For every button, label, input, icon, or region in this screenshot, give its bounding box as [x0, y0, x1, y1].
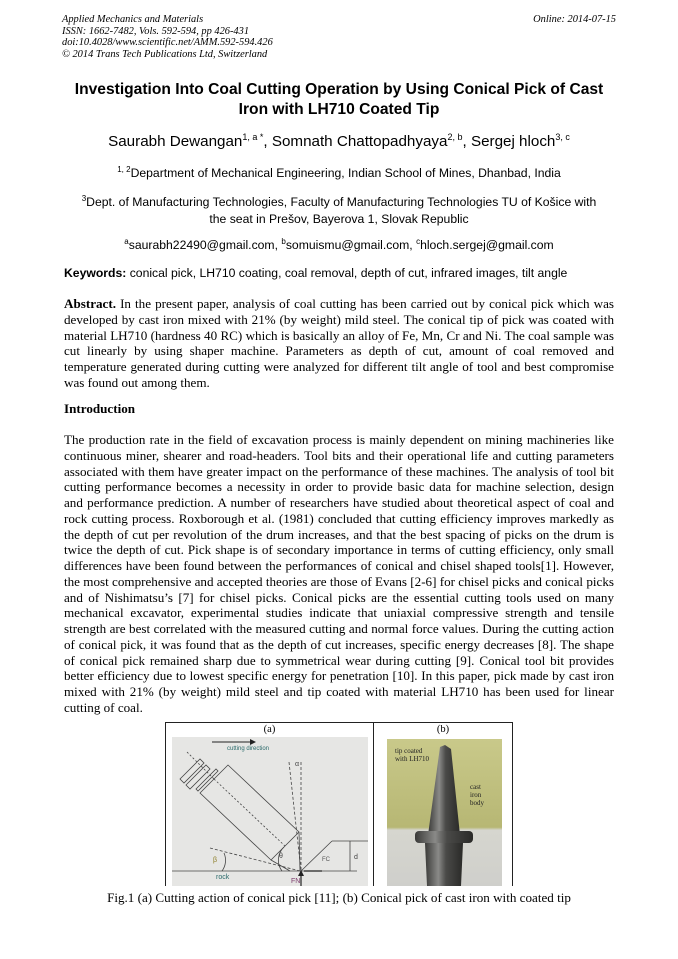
email-link[interactable]: saurabh22490@gmail.com: [128, 238, 275, 252]
paper-title-line-2: Iron with LH710 Coated Tip: [238, 101, 440, 118]
depth-d-symbol: d: [354, 854, 358, 861]
alpha-symbol: α: [295, 761, 300, 768]
journal-header: [62, 14, 273, 60]
author-separator: ,: [462, 133, 471, 150]
affiliation-text: Department of Mechanical Engineering, Indian School of Mines, Dhanbad, India: [130, 166, 561, 180]
affiliation-superscript: 1, 2: [117, 165, 131, 174]
section-heading-introduction: Introduction: [64, 401, 136, 416]
email-superscript: a: [124, 237, 129, 246]
email-superscript: c: [416, 237, 421, 246]
tip-coated-label: [395, 747, 429, 763]
email-list: [50, 238, 628, 252]
figure-1: [165, 722, 513, 886]
tip-coated-label-line-2: with LH710: [395, 755, 430, 763]
paper-title-line-1: Investigation Into Coal Cutting Operation by Using Conical Pick of Cast: [74, 81, 604, 98]
author-superscript: 2, b: [447, 132, 463, 142]
figure-panel-a-label: (a): [263, 724, 276, 735]
email-separator: ,: [274, 238, 282, 252]
abstract-text: In the present paper, analysis of coal cutting has been carried out by conical pick which was developed by cast iron mixed with 21% (by weight) mild steel. The conical tip of pick was coated with material LH710 (hardness 40 RC) which is basically an alloy of Fe, Mn, Cr and Ni. The coal sample was cut linearly by using shaper machine. Parameters as depth of cut, amount of coal removed and temperature generated during cutting were analyzed for different tilt angle of tool and best compromise was found out among them.: [64, 296, 614, 390]
email-link[interactable]: somuismu@gmail.com: [285, 238, 410, 252]
author-name: Sergej hloch: [470, 133, 556, 150]
journal-name: Applied Mechanics and Materials: [62, 14, 204, 25]
affiliation-2: [50, 194, 628, 228]
author-list: [50, 133, 628, 150]
abstract-label: Abstract.: [64, 296, 116, 311]
rock-label: rock: [216, 874, 230, 881]
cutting-direction-label: cutting direction: [227, 746, 270, 752]
cast-iron-body-label-line-2: iron: [470, 791, 482, 799]
cast-iron-body-label-line-1: cast: [470, 783, 481, 791]
keywords-label: Keywords:: [64, 266, 127, 280]
journal-issn: ISSN: 1662-7482, Vols. 592-594, pp 426-431: [62, 25, 250, 37]
journal-doi: doi:10.4028/www.scientific.net/AMM.592-594.426: [62, 37, 273, 49]
author-superscript: 1, a *: [242, 132, 264, 142]
introduction-paragraph: The production rate in the field of excavation process is mainly dependent on mining machineries like continuous miner, shearer and road-headers. Tool bits and their operational life and cutting parameters associated with them have greater impact on the performance of these machines. The analysis of tool bit cutting performance becomes a necessity in order to provide basic data for machine selection, design and performance prediction. A number of researchers have studied about theoretical aspect of coal and rock cutting process. Roxborough et al. (1981) concluded that cutting efficiency improves markedly as the depth of cut per revolution of the drum increases, and that the best spacing of picks on the drum is twice the depth of cut. Pick shape is of secondary importance in terms of cutting efficiency, only small differences have been found between the performances of conical and chisel shaped tools[1]. However, the most comprehensive and accepted theories are those of Evans [2-6] for chisel picks and conical picks and of Nishimatsu’s [7] for chisel picks. Conical picks are the essential cutting tools used on many mechanical excavator, experimental studies indicate that uniaxial compressive strength and tensile strength are best correlated with the measured cutting and normal force values. During the cutting action of conical pick, it was found that as the depth of cut increases, specific energy decreases [8]. The shape of conical pick remained sharp due to symmetrical wear during cutting [9]. Conical tool bit provides better efficiency due to lowest specific energy for penetration [10]. In this paper, pick made by cast iron mixed with 21% (by weight) mild steel and tip coated with material LH710 has been used for linear cutting of coal.: [64, 432, 614, 715]
affiliation-text-line-2: the seat in Prešov, Bayerova 1, Slovak Republic: [209, 212, 469, 226]
fn-label: FN: [291, 878, 301, 885]
email-link[interactable]: hloch.sergej@gmail.com: [420, 238, 554, 252]
beta-symbol: β: [213, 857, 218, 864]
email-superscript: b: [281, 237, 286, 246]
keywords: [64, 266, 567, 280]
online-date: Online: 2014-07-15: [533, 14, 616, 25]
figure-caption: Fig.1 (a) Cutting action of conical pick [11]; (b) Conical pick of cast iron with coated tip: [107, 890, 571, 905]
cutting-action-diagram: [172, 737, 368, 886]
figure-panel-b-label: (b): [436, 724, 450, 735]
abstract: [64, 296, 614, 391]
conical-pick-photo: [387, 739, 502, 886]
affiliation-text: Dept. of Manufacturing Technologies, Faculty of Manufacturing Technologies TU of Košice with: [86, 195, 597, 209]
fc-label: FC: [322, 857, 330, 863]
cast-iron-body-label-line-3: body: [470, 799, 484, 807]
keywords-text: conical pick, LH710 coating, coal removal, depth of cut, infrared images, tilt angle: [126, 266, 568, 280]
journal-copyright: © 2014 Trans Tech Publications Ltd, Switzerland: [62, 48, 268, 60]
tip-coated-label-line-1: tip coated: [395, 747, 423, 755]
affiliation-superscript: 3: [81, 194, 87, 203]
cast-iron-body-label: [470, 783, 484, 807]
cutting-action-diagram-svg: [172, 737, 368, 886]
figure-panel-a: [166, 723, 374, 886]
author-superscript: 3, c: [555, 132, 570, 142]
author-name: Somnath Chattopadhyaya: [271, 133, 448, 150]
theta-symbol: θ: [279, 853, 283, 860]
affiliation-1: [50, 166, 628, 180]
paper-title: [50, 80, 628, 120]
figure-panel-b: [374, 723, 512, 886]
author-separator: ,: [263, 133, 272, 150]
author-name: Saurabh Dewangan: [108, 133, 243, 150]
email-separator: ,: [409, 238, 417, 252]
